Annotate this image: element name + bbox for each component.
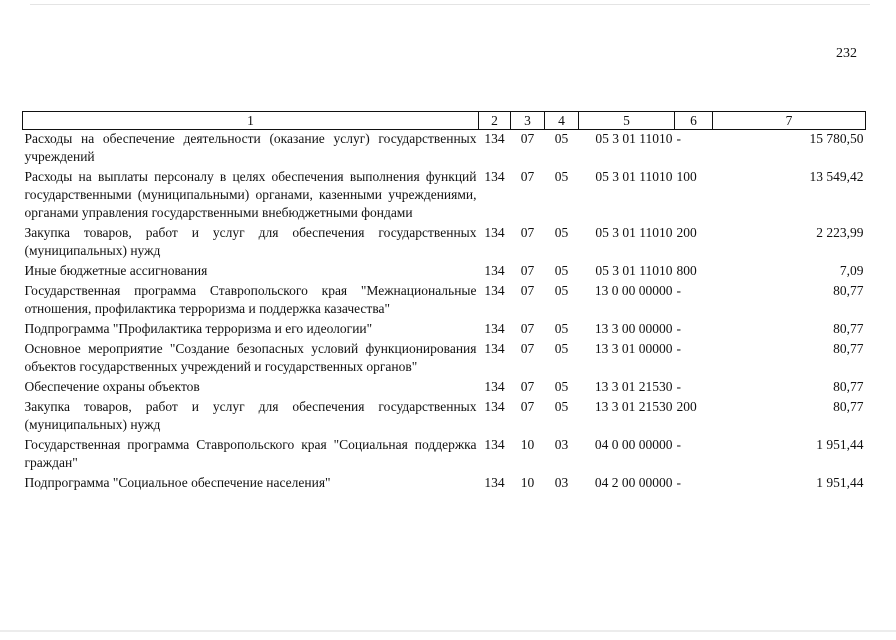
header-col-2: 2 (479, 112, 511, 130)
row-code-target: 13 3 00 00000 (594, 321, 673, 336)
row-code-expense-type: 200 (676, 225, 697, 240)
table-row (23, 130, 866, 169)
row-code-target: 04 0 00 00000 (594, 437, 673, 452)
page-number: 232 (836, 46, 857, 61)
row-code-ministry: 134 (484, 169, 505, 184)
table-row (23, 320, 866, 340)
row-code-expense-type: - (676, 131, 681, 146)
budget-table (22, 111, 866, 494)
row-code-target: 13 3 01 00000 (594, 341, 673, 356)
row-code-target: 13 0 00 00000 (594, 283, 673, 298)
row-code-ministry: 134 (484, 263, 505, 278)
row-code-section: 10 (520, 475, 535, 490)
row-name: Расходы на выплаты персоналу в целях обеспечения выполнения функций государственными (муниципальными) органами, казенными учреждениями, органами управления государственными внебюджетными фондами (24, 169, 477, 220)
row-code-target: 13 3 01 21530 (594, 379, 673, 394)
row-code-target: 05 3 01 11010 (595, 131, 673, 146)
table-row (23, 398, 866, 436)
scan-artifact-top (30, 4, 870, 5)
row-code-target: 05 3 01 11010 (595, 169, 673, 184)
table-row (23, 168, 866, 224)
row-name: Расходы на обеспечение деятельности (оказание услуг) государственных учреждений (24, 131, 477, 164)
row-code-target: 05 3 01 11010 (595, 263, 673, 278)
row-amount: 80,77 (833, 321, 864, 336)
row-code-subsection: 03 (554, 437, 569, 452)
row-code-ministry: 134 (484, 131, 505, 146)
row-code-subsection: 05 (554, 263, 569, 278)
row-code-expense-type: - (676, 283, 681, 298)
row-code-subsection: 05 (554, 283, 569, 298)
row-code-ministry: 134 (484, 379, 505, 394)
row-name: Государственная программа Ставропольского края "Межнациональные отношения, профилактика терроризма и поддержка казачества" (24, 283, 477, 316)
row-code-expense-type: - (676, 341, 681, 356)
header-col-1: 1 (23, 112, 479, 130)
row-code-target: 04 2 00 00000 (594, 475, 673, 490)
row-name: Закупка товаров, работ и услуг для обеспечения государственных (муниципальных) нужд (24, 399, 477, 432)
row-code-subsection: 03 (554, 475, 569, 490)
row-amount: 80,77 (833, 379, 864, 394)
row-code-section: 07 (520, 169, 535, 184)
row-code-section: 10 (520, 437, 535, 452)
header-col-4: 4 (545, 112, 579, 130)
row-code-expense-type: - (676, 379, 681, 394)
table-row (23, 224, 866, 262)
row-code-ministry: 134 (484, 321, 505, 336)
header-col-7: 7 (713, 112, 866, 130)
row-name: Основное мероприятие "Создание безопасных условий функционирования объектов государственных учреждений и государственных органов" (24, 341, 477, 374)
row-code-ministry: 134 (484, 475, 505, 490)
row-name: Иные бюджетные ассигнования (24, 263, 208, 278)
row-code-ministry: 134 (484, 399, 505, 414)
table-header-row (23, 112, 866, 130)
table-row (23, 262, 866, 282)
row-code-section: 07 (520, 399, 535, 414)
row-code-expense-type: 100 (676, 169, 697, 184)
row-code-subsection: 05 (554, 131, 569, 146)
row-code-expense-type: - (676, 475, 681, 490)
row-code-ministry: 134 (484, 437, 505, 452)
row-code-section: 07 (520, 379, 535, 394)
row-code-subsection: 05 (554, 169, 569, 184)
row-name: Обеспечение охраны объектов (24, 379, 200, 394)
row-amount: 80,77 (833, 399, 864, 414)
row-code-section: 07 (520, 131, 535, 146)
row-code-subsection: 05 (554, 399, 569, 414)
row-code-expense-type: - (676, 321, 681, 336)
row-name: Закупка товаров, работ и услуг для обеспечения государственных (муниципальных) нужд (24, 225, 477, 258)
row-code-section: 07 (520, 341, 535, 356)
row-code-section: 07 (520, 263, 535, 278)
row-name: Подпрограмма "Профилактика терроризма и его идеологии" (24, 321, 373, 336)
row-amount: 7,09 (839, 263, 864, 278)
row-amount: 2 223,99 (816, 225, 864, 240)
row-code-ministry: 134 (484, 341, 505, 356)
row-code-section: 07 (520, 225, 535, 240)
row-code-subsection: 05 (554, 321, 569, 336)
table-row (23, 378, 866, 398)
header-col-5: 5 (579, 112, 675, 130)
row-code-subsection: 05 (554, 379, 569, 394)
row-code-section: 07 (520, 283, 535, 298)
row-amount: 80,77 (833, 283, 864, 298)
row-amount: 15 780,50 (809, 131, 864, 146)
table-row (23, 436, 866, 474)
row-name: Государственная программа Ставропольского края "Социальная поддержка граждан" (24, 437, 477, 470)
row-code-target: 05 3 01 11010 (595, 225, 673, 240)
header-col-3: 3 (511, 112, 545, 130)
row-code-subsection: 05 (554, 341, 569, 356)
row-amount: 80,77 (833, 341, 864, 356)
row-name: Подпрограмма "Социальное обеспечение населения" (24, 475, 331, 490)
row-code-ministry: 134 (484, 283, 505, 298)
row-code-expense-type: 200 (676, 399, 697, 414)
table-row (23, 282, 866, 320)
row-amount: 13 549,42 (809, 169, 864, 184)
row-code-expense-type: 800 (676, 263, 697, 278)
table-row (23, 340, 866, 378)
row-code-ministry: 134 (484, 225, 505, 240)
header-col-6: 6 (675, 112, 713, 130)
table-row (23, 474, 866, 494)
row-code-section: 07 (520, 321, 535, 336)
row-code-subsection: 05 (554, 225, 569, 240)
scan-artifact-bottom (0, 630, 896, 632)
row-amount: 1 951,44 (816, 437, 864, 452)
row-code-target: 13 3 01 21530 (594, 399, 673, 414)
row-code-expense-type: - (676, 437, 681, 452)
row-amount: 1 951,44 (816, 475, 864, 490)
